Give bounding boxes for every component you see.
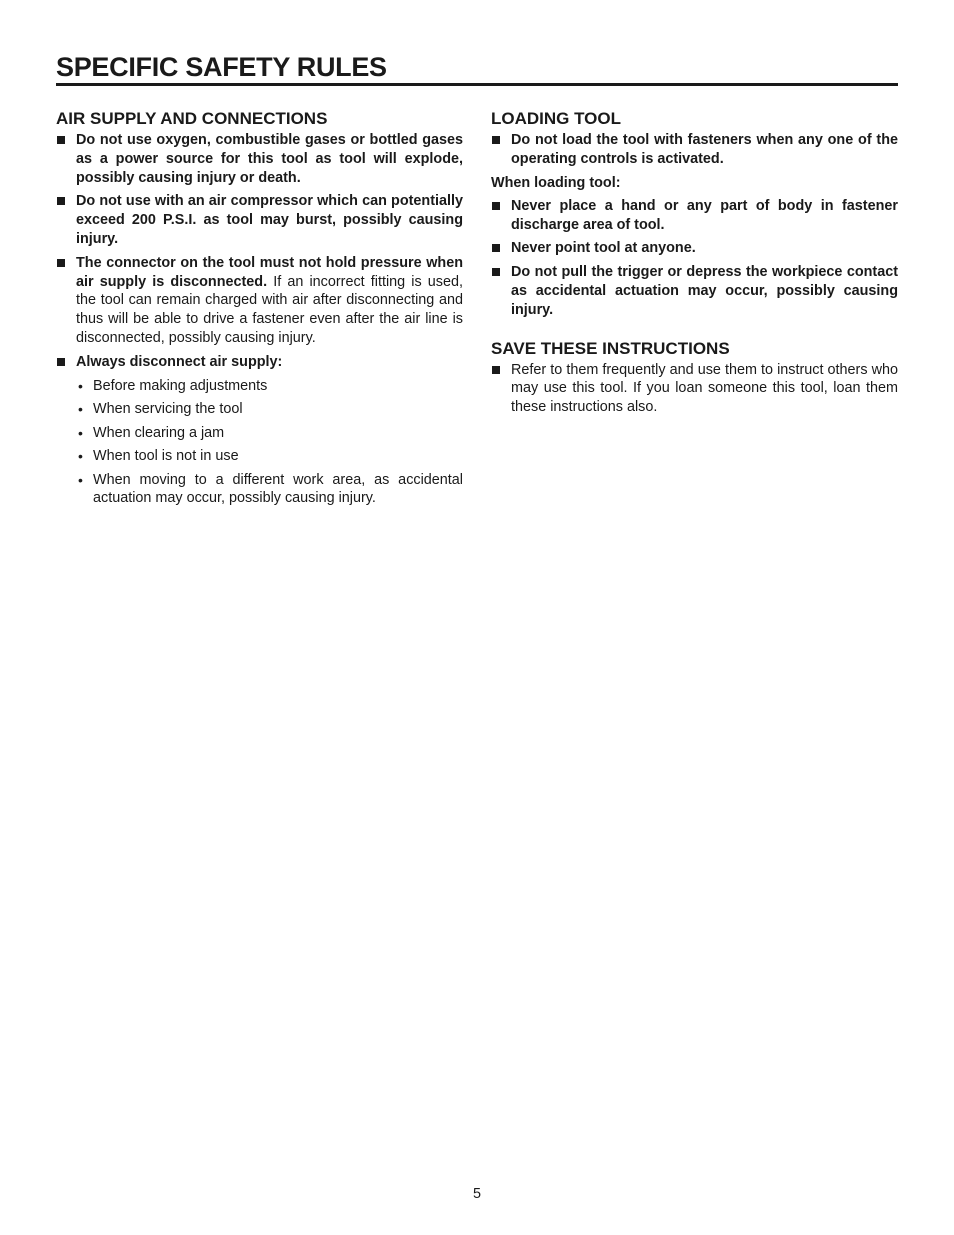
disconnect-bullet bbox=[56, 471, 463, 509]
square-bullet-icon bbox=[492, 244, 500, 252]
loading-tool-item-text: Never place a hand or any part of body in fastener discharge area of tool. bbox=[511, 197, 898, 233]
disconnect-bullet-text: When clearing a jam bbox=[93, 424, 225, 441]
save-instructions-text: Refer to them frequently and use them to instruct others who may use this tool. If you loan someone this tool, loan them these instructions also. bbox=[511, 361, 898, 416]
disconnect-bullet-text: When servicing the tool bbox=[93, 401, 243, 418]
square-bullet-icon bbox=[492, 268, 500, 276]
air-supply-item-4 bbox=[56, 353, 463, 372]
air-supply-item-2 bbox=[56, 192, 463, 248]
square-bullet-icon bbox=[492, 136, 500, 144]
air-supply-heading: AIR SUPPLY AND CONNECTIONS bbox=[56, 109, 328, 128]
air-supply-item-1 bbox=[56, 131, 463, 187]
title-rule bbox=[56, 83, 898, 86]
disconnect-bullet-text: When moving to a different work area, as accidental actuation may occur, possibly causing injury. bbox=[93, 471, 463, 507]
dot-bullet-icon: • bbox=[78, 401, 83, 418]
air-supply-item-1-bold: Do not use oxygen, combustible gases or bottled gases as a power source for this tool as tool will explode, possibly causing injury or death. bbox=[76, 132, 463, 186]
loading-tool-subheading: When loading tool: bbox=[491, 174, 621, 191]
disconnect-bullet bbox=[56, 377, 463, 396]
loading-tool-item bbox=[491, 263, 898, 319]
dot-bullet-icon: • bbox=[78, 448, 83, 465]
loading-tool-item bbox=[491, 239, 898, 258]
dot-bullet-icon: • bbox=[78, 377, 83, 394]
square-bullet-icon bbox=[57, 259, 65, 267]
save-instructions-heading: SAVE THESE INSTRUCTIONS bbox=[491, 338, 730, 358]
disconnect-bullet bbox=[56, 400, 463, 419]
loading-tool-item-text: Do not pull the trigger or depress the workpiece contact as accidental actuation may occur, possibly causing injury. bbox=[511, 264, 898, 318]
dot-bullet-icon: • bbox=[78, 471, 83, 488]
loading-tool-item-text: Never point tool at anyone. bbox=[511, 240, 696, 257]
page-title: SPECIFIC SAFETY RULES bbox=[56, 52, 387, 82]
disconnect-bullet bbox=[56, 424, 463, 443]
left-column bbox=[56, 108, 463, 513]
air-supply-item-2-bold: Do not use with an air compressor which can potentially exceed 200 P.S.I. as tool may burst, possibly causing injury. bbox=[76, 193, 463, 247]
disconnect-bullet-text: When tool is not in use bbox=[93, 448, 239, 465]
disconnect-bullet-text: Before making adjustments bbox=[93, 377, 268, 394]
air-supply-item-3 bbox=[56, 254, 463, 348]
disconnect-bullet bbox=[56, 447, 463, 466]
air-supply-item-4-bold: Always disconnect air supply: bbox=[76, 353, 283, 370]
dot-bullet-icon: • bbox=[78, 424, 83, 441]
air-supply-item-3-text: If an incorrect fitting is used, the tool can remain charged with air after disconnecting and thus will be able to drive a fastener even after the air line is disconnected, possibly causing injury. bbox=[76, 273, 464, 346]
loading-tool-first-item-text: Do not load the tool with fasteners when any one of the operating controls is activated. bbox=[511, 132, 898, 167]
save-instructions-item bbox=[491, 361, 898, 417]
square-bullet-icon bbox=[492, 202, 500, 210]
loading-tool-heading: LOADING TOOL bbox=[491, 109, 622, 128]
square-bullet-icon bbox=[57, 358, 65, 366]
square-bullet-icon bbox=[492, 366, 500, 374]
loading-tool-first-item bbox=[491, 131, 898, 169]
loading-tool-item bbox=[491, 197, 898, 235]
air-supply-item-3-bold: The connector on the tool must not hold pressure when air supply is disconnected. bbox=[76, 254, 463, 290]
right-column bbox=[491, 108, 898, 422]
square-bullet-icon bbox=[57, 136, 65, 144]
square-bullet-icon bbox=[57, 197, 65, 205]
page-number: 5 bbox=[472, 1186, 481, 1202]
